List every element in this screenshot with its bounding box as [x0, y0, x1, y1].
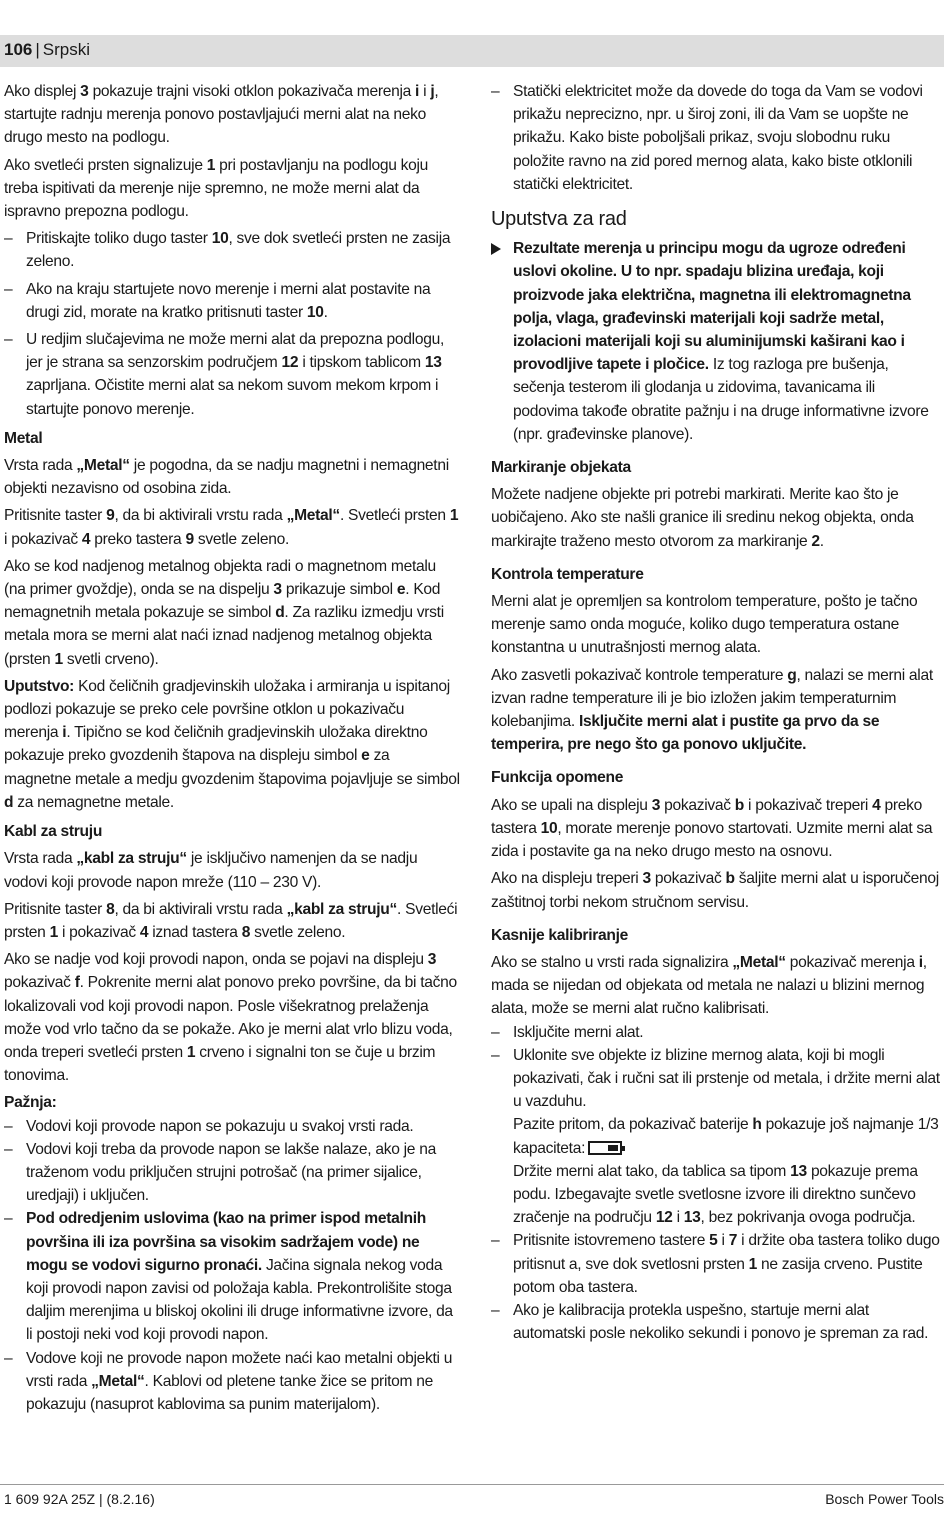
- right-column: [491, 80, 944, 1349]
- footer-rule: [0, 1484, 944, 1485]
- dash-item: – Pod odredjenim uslovima (kao na primer ispod metalnih površina ili iza površina sa visokim sadržajem vode) ne mogu se vodovi sigurno pronaći. Jačina signala nekog voda koji provodi napon zavisi od položaja kabla. Prekontrolišite stoga daljim merenjima u bliskoj okolini ili druge informativne izvore, da li postoji neki vod koji provodi napon.: [4, 1207, 460, 1346]
- paragraph: Pritisnite taster 8, da bi aktivirali vrstu rada „kabl za struju“. Svetleći prsten 1 i pokazivač 4 iznad tastera 8 svetle zeleno.: [4, 900, 458, 941]
- header-separator: |: [35, 40, 40, 59]
- section-heading-metal: Metal: [4, 429, 43, 447]
- paragraph: Ako se upali na displeju 3 pokazivač b i pokazivač treperi 4 preko tastera 10, morate merenje ponovo startovati. Uzmite merni alat sa zida i postavite ga na neko drugo mesto na osnovu.: [491, 796, 933, 861]
- dash-item: – Ako je kalibracija protekla uspešno, startuje merni alat automatski posle nekoliko sekundi i ponovo je spreman za rad.: [491, 1299, 944, 1345]
- paragraph: Merni alat je opremljen sa kontrolom temperature, pošto je tačno merenje samo onda moguće, koliko dugo temperatura ostane konstantna u unutrašnjosti mernog alata.: [491, 593, 918, 657]
- paragraph: Ako zasvetli pokazivač kontrole temperature g, nalazi se merni alat izvan radne temperature ili je bio izložen jakim temperaturnim kolebanjima. Isključite merni alat i pustite ga prvo da se temperira, pre nego što ga ponovo uključite.: [491, 666, 933, 754]
- section-heading-markiranje: Markiranje objekata: [491, 459, 631, 477]
- dash-item: – Ako na kraju startujete novo merenje i merni alat postavite na drugi zid, morate na kratko pritisnuti taster 10.: [4, 278, 460, 324]
- header-language: Srpski: [42, 40, 91, 59]
- page-header: [0, 35, 944, 67]
- warning-item: Rezultate merenja u principu mogu da ugroze određeni uslovi okoline. U to npr. spadaju blizina uređaja, koji proizvode jaka električna, magnetna ili elektromagnetna polja, vlaga, građevinski materijali koji sadrže metal, izolacioni materijali koji su aluminijumski kaširani kao i provodljive tapete i pločice. Iz tog razloga pre bušenja, sečenja testerom ili glodanja u zidovima, tavanicama ili podovima takođe obratite pažnju i na druge informativne izvore (npr. građevinske planove).: [491, 237, 944, 446]
- left-column: [4, 80, 460, 1420]
- footer-doc-number: 1 609 92A 25Z | (8.2.16): [4, 1491, 155, 1507]
- battery-icon: [588, 1141, 622, 1155]
- dash-item: – Vodovi koji provode napon se pokazuju u svakoj vrsti rada.: [4, 1115, 460, 1138]
- dash-item: – Vodovi koji treba da provode napon se lakše nalaze, ako je na traženom vodu priključen strujni potrošač (na primer sijalice, uredjaji) i uključen.: [4, 1138, 460, 1208]
- paragraph: Ako se kod nadjenog metalnog objekta radi o magnetnom metalu (na primer gvoždje), onda se na dispelju 3 prikazuje simbol e. Kod nemagnetnih metala pokazuje se simbol d. Za razliku izmedju vrsti metala mora se merni alat naći iznad nadjenog metalnog objekta (prsten 1 svetli crveno).: [4, 557, 444, 668]
- section-heading-kontrola: Kontrola temperature: [491, 565, 644, 583]
- header-text: [4, 40, 90, 60]
- paragraph: Vrsta rada „Metal“ je pogodna, da se nadju magnetni i nemagnetni objekti nezavisno od osobina zida.: [4, 457, 449, 498]
- paragraph: Ako svetleći prsten signalizuje 1 pri postavljanju na podlogu koju treba ispitivati da merenje nije spremno, ne može merni alat da ispravno prepozna podlogu.: [4, 156, 429, 221]
- section-heading-kasnije: Kasnije kalibriranje: [491, 926, 629, 944]
- dash-item: – Vodove koji ne provode napon možete naći kao metalni objekti u vrsti rada „Metal“. Kablovi od pletene tanke žice se pritom ne pokazuju (nasuprot kablovima sa punim materijalom).: [4, 1347, 460, 1417]
- paragraph: Ako na displeju treperi 3 pokazivač b šaljite merni alat u isporučenoj zaštitnoj torbi nekom stručnom servisu.: [491, 870, 939, 911]
- section-heading-paznja: Pažnja:: [4, 1094, 57, 1112]
- page-number: 106: [4, 40, 33, 59]
- paragraph: Ako se stalno u vrsti rada signalizira „Metal“ pokazivač merenja i, mada se nijedan od objekata od metala ne nalazi u blizini mernog alata, može se merni alat ručno kalibrisati.: [491, 953, 927, 1018]
- dash-item: – Statički elektricitet može da dovede do toga da Vam se vodovi prikažu neprecizno, npr. u široj zoni, ili da Vam se uopšte ne prikažu. Kako biste poboljšali prikaz, svoju slobodnu ruku položite ravno na zid pored mernog alata, kako biste otklonili statički elektricitet.: [491, 80, 944, 196]
- paragraph: Vrsta rada „kabl za struju“ je isključivo namenjen da se nadju vodovi koji provode napon mreže (110 – 230 V).: [4, 850, 418, 891]
- footer-brand: Bosch Power Tools: [825, 1491, 944, 1507]
- triangle-bullet-icon: [491, 243, 501, 255]
- dash-item: – Pritiskajte toliko dugo taster 10, sve dok svetleći prsten ne zasija zeleno.: [4, 227, 460, 273]
- dash-item: – Uklonite sve objekte iz blizine mernog alata, koji bi mogli pokazivati, čak i ručni sat ili prstenje od metala, i držite merni alat u vazduhu. Pazite pritom, da pokazivač baterije h pokazuje još najmanje 1/3 kapaciteta: Držite merni alat tako, da tablica sa tipom 13 pokazuje prema podu. Izbegavajte svetle svetlosne izvore ili direktno sunčevo zračenje na području 12 i 13, bez pokrivanja ovoga područja.: [491, 1044, 944, 1230]
- dash-item: – Isključite merni alat.: [491, 1021, 944, 1044]
- paragraph: Uputstvo: Kod čeličnih gradjevinskih uložaka i armiranja u ispitanoj podlozi pokazuje se preko cele površine otklon u pokazivaču merenja i. Tipično se kod čeličnih gradjevinskih uložaka direktno pokazuje preko gvozdenih štapova na displeju simbol e za magnetne metale a medju gvozdenim štapovima pojavljuje se simbol d za nemagnetne metale.: [4, 677, 460, 811]
- paragraph: Možete nadjene objekte pri potrebi markirati. Merite kao što je uobičajeno. Ako ste našli granice ili sredinu nekog objekta, onda markirajte traženo mesto otvorom za markiranje 2.: [491, 486, 914, 550]
- paragraph: Ako displej 3 pokazuje trajni visoki otklon pokazivača merenja i i j, startujte radnju merenja ponovo postavljajući merni alat na neko drugo mesto na podlogu.: [4, 83, 439, 147]
- section-heading-funkcija: Funkcija opomene: [491, 769, 624, 787]
- section-heading-uputstva: Uputstva za rad: [491, 208, 627, 231]
- paragraph: Ako se nadje vod koji provodi napon, onda se pojavi na displeju 3 pokazivač f. Pokrenite merni alat ponovo preko površine, da bi tačno lokalizovali vod koji provodi napon. Posle višekratnog prelaženja može vod vrlo tačno da se pokaže. Ako je merni alat vrlo blizu voda, onda treperi svetleći prsten 1 crveno i signalni ton se čuje u brzim tonovima.: [4, 951, 457, 1085]
- dash-item: – Pritisnite istovremeno tastere 5 i 7 i držite oba tastera toliko dugo pritisnut a, sve dok svetlosni prsten 1 ne zasija crveno. Pustite potom oba tastera.: [491, 1229, 944, 1299]
- dash-item: – U redjim slučajevima ne može merni alat da prepozna podlogu, jer je strana sa senzorskim područjem 12 i tipskom tablicom 13 zaprljana. Očistite merni alat sa nekom suvom mekom krpom i startujte ponovo merenje.: [4, 328, 460, 421]
- section-heading-kabl: Kabl za struju: [4, 823, 103, 841]
- paragraph: Pritisnite taster 9, da bi aktivirali vrstu rada „Metal“. Svetleći prsten 1 i pokazivač 4 preko tastera 9 svetle zeleno.: [4, 507, 459, 548]
